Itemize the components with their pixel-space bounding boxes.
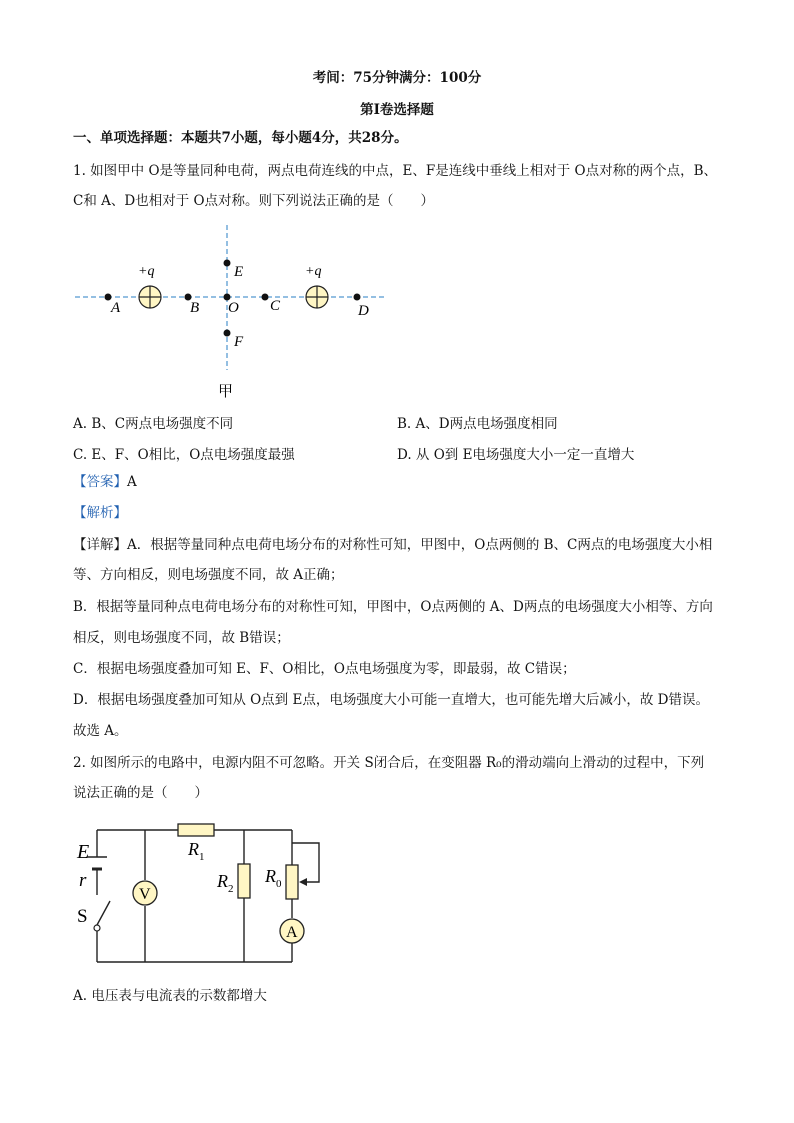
explanation-line-7: 故选 A。 bbox=[73, 723, 128, 739]
point-c-dot bbox=[262, 294, 269, 301]
charge-label-right: +q bbox=[305, 264, 322, 279]
point-e-dot bbox=[224, 260, 231, 267]
emf-label: E bbox=[77, 841, 90, 863]
charge-right bbox=[306, 286, 328, 308]
circuit-diagram bbox=[0, 815, 794, 975]
resistor-r0 bbox=[286, 865, 298, 899]
point-a-label: A bbox=[111, 300, 121, 316]
exam-info: 考间：75分钟满分：100分 bbox=[312, 70, 482, 86]
point-b-label: B bbox=[190, 300, 200, 316]
charge-left bbox=[139, 286, 161, 308]
slider-arrow bbox=[299, 878, 307, 886]
detail-label: 【详解】 bbox=[73, 537, 127, 553]
explanation-line-2: 等、方向相反，则电场强度不同，故 A正确； bbox=[73, 567, 344, 583]
explanation-line-1: 【详解】A．根据等量同种点电荷电场分布的对称性可知，甲图中，O点两侧的 B、C两点的电场强度大小相 bbox=[73, 537, 713, 553]
explanation-line-3: B．根据等量同种点电荷电场分布的对称性可知，甲图中，O点两侧的 A、D两点的电场强度大小相等、方向 bbox=[73, 599, 713, 615]
volume-title: 第Ⅰ卷选择题 bbox=[360, 102, 434, 118]
answer-label: 【答案】 bbox=[73, 474, 127, 490]
resistor-r2 bbox=[238, 864, 250, 898]
r0-label: $R_0$ bbox=[265, 866, 282, 890]
q1-option-d[interactable]: D. 从 O到 E电场强度大小一定一直增大 bbox=[397, 447, 635, 463]
explanation-line-6: D．根据电场强度叠加可知从 O点到 E点，电场强度大小可能一直增大，也可能先增大后减小，故 D错误。 bbox=[73, 692, 709, 708]
switch-label: S bbox=[77, 906, 88, 927]
section-title: 一、单项选择题：本题共7小题，每小题4分，共28分。 bbox=[73, 130, 408, 146]
r1-label: $R_1$ bbox=[188, 839, 205, 863]
q2-line2: 说法正确的是（ ） bbox=[73, 785, 208, 801]
q2-line1: 2. 如图所示的电路中，电源内阻不可忽略。开关 S闭合后，在变阻器 R₀的滑动端向上滑动的过程中，下列 bbox=[73, 755, 705, 771]
ammeter-label: A bbox=[286, 924, 298, 941]
point-o-label: O bbox=[228, 300, 239, 316]
figure-caption: 甲 bbox=[218, 384, 234, 400]
q1-option-c[interactable]: C. E、F、O相比，O点电场强度最强 bbox=[73, 447, 295, 463]
point-e-label: E bbox=[234, 264, 244, 280]
charge-label-left: +q bbox=[138, 264, 155, 279]
q1-option-a[interactable]: A. B、C两点电场强度不同 bbox=[73, 416, 234, 432]
answer-line bbox=[73, 472, 137, 492]
point-d-dot bbox=[354, 294, 361, 301]
resistor-r1 bbox=[178, 824, 214, 836]
point-f-label: F bbox=[234, 334, 244, 350]
explanation-line-4: 相反，则电场强度不同，故 B错误； bbox=[73, 630, 290, 646]
point-c-label: C bbox=[270, 298, 281, 314]
internal-resistance-label: r bbox=[79, 870, 87, 891]
answer-value: A bbox=[127, 474, 137, 490]
q1-option-b[interactable]: B. A、D两点电场强度相同 bbox=[397, 416, 558, 432]
point-d-label: D bbox=[358, 303, 369, 319]
r2-label: $R_2$ bbox=[217, 871, 234, 895]
q1-line1: 1. 如图甲中 O是等量同种电荷，两点电荷连线的中点，E、F是连线中垂线上相对于 O点对称的两个点，B、 bbox=[73, 163, 718, 179]
figure-jia bbox=[0, 218, 794, 408]
switch-contact bbox=[94, 925, 100, 931]
q1-line2: C和 A、D也相对于 O点对称。则下列说法正确的是（ ） bbox=[73, 193, 435, 209]
explanation-line-5: C．根据电场强度叠加可知 E、F、O相比，O点电场强度为零，即最弱，故 C错误； bbox=[73, 661, 576, 677]
point-f-dot bbox=[224, 330, 231, 337]
voltmeter-label: V bbox=[139, 886, 151, 903]
q2-option-a[interactable]: A. 电压表与电流表的示数都增大 bbox=[73, 988, 267, 1004]
analysis-label: 【解析】 bbox=[73, 505, 127, 521]
